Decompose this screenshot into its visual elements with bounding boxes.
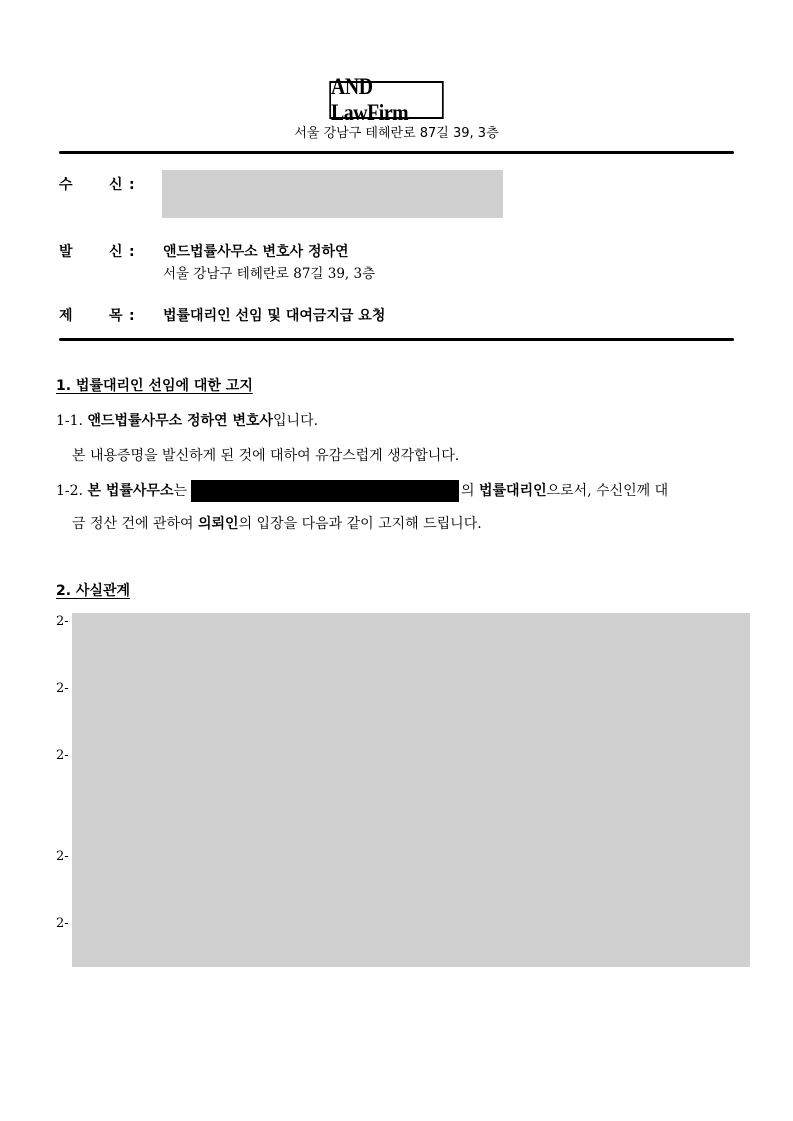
recipient-label: 수 신 : xyxy=(59,177,135,193)
fact-marker-5: 2- xyxy=(56,916,69,931)
fact-marker-4: 2- xyxy=(56,849,69,864)
subject-text: 법률대리인 선임 및 대여금지급 요청 xyxy=(163,308,386,324)
subject-label: 제 목 : xyxy=(59,308,135,324)
client-name-redaction xyxy=(191,480,459,502)
sender-address: 서울 강남구 테헤란로 87길 39, 3층 xyxy=(163,266,376,282)
recipient-redaction xyxy=(162,170,503,218)
fact-marker-1: 2- xyxy=(56,614,69,629)
fact-marker-3: 2- xyxy=(56,748,69,763)
paragraph-1-2-line2: 금 정산 건에 관하여 의뢰인의 입장을 다음과 같이 고지해 드립니다. xyxy=(72,516,482,532)
firm-logo: AND LawFirm xyxy=(329,81,443,119)
facts-redaction xyxy=(72,613,750,967)
paragraph-1-1: 1-1. 앤드법률사무소 정하연 변호사입니다. xyxy=(56,413,319,429)
header-address: 서울 강남구 테헤란로 87길 39, 3층 xyxy=(294,126,499,141)
sender-label: 발 신 : xyxy=(59,244,135,260)
top-divider xyxy=(59,151,734,154)
paragraph-1-2: 1-2. 본 법률사무소는 의 법률대리인으로서, 수신인께 대 xyxy=(56,480,736,502)
section-1-title: 1. 법률대리인 선임에 대한 고지 xyxy=(56,378,253,394)
sender-name: 앤드법률사무소 변호사 정하연 xyxy=(163,244,349,260)
fact-marker-2: 2- xyxy=(56,681,69,696)
section-2-title: 2. 사실관계 xyxy=(56,583,131,599)
paragraph-1-1-line2: 본 내용증명을 발신하게 된 것에 대하여 유감스럽게 생각합니다. xyxy=(72,448,460,464)
bottom-divider xyxy=(59,338,734,341)
